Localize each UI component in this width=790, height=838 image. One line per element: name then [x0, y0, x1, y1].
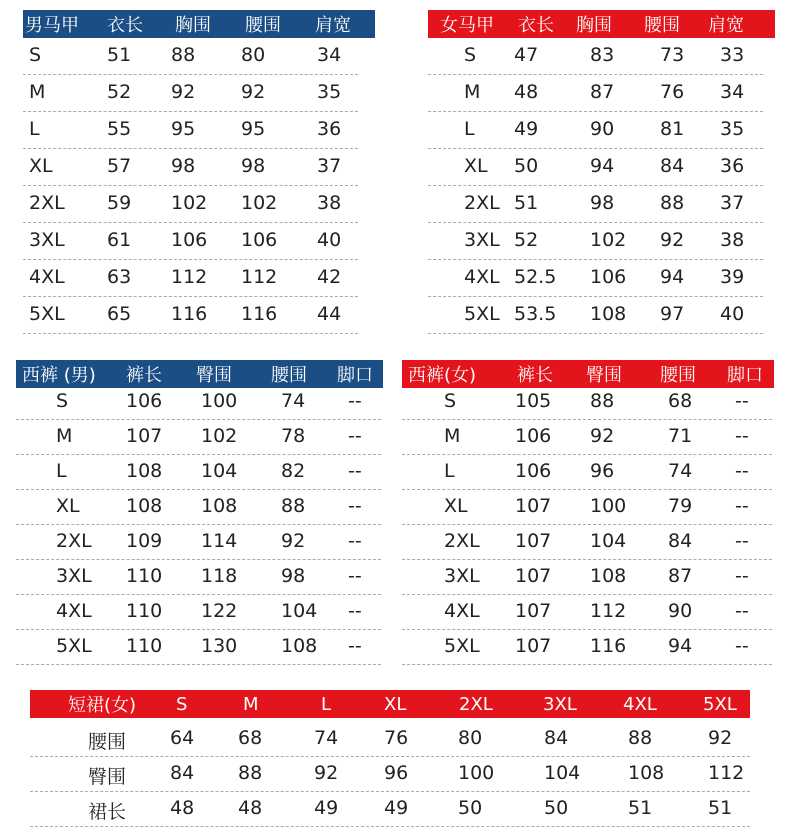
header-cell: 胸围 — [175, 15, 211, 36]
table-cell: 51 — [708, 797, 733, 819]
header-cell: 裤长 — [517, 365, 553, 386]
table-cell: -- — [735, 460, 749, 482]
table-row — [428, 149, 763, 186]
table-row — [23, 38, 358, 75]
table-cell: 87 — [590, 81, 615, 103]
table-cell: 52.5 — [514, 266, 557, 288]
table-cell: 83 — [590, 44, 615, 66]
table-cell: 106 — [515, 425, 552, 447]
women-vest-table — [428, 10, 763, 335]
table-cell: 37 — [317, 155, 342, 177]
skirt-table — [30, 690, 750, 830]
table-cell: -- — [735, 390, 749, 412]
table-cell: 107 — [515, 495, 552, 517]
row-label: L — [464, 118, 475, 140]
table-row — [402, 595, 772, 630]
table-cell: 110 — [126, 635, 163, 657]
table-row — [402, 525, 772, 560]
row-label: 5XL — [29, 303, 65, 325]
men-vest-header — [23, 10, 375, 38]
table-cell: 74 — [281, 390, 306, 412]
table-cell: 48 — [170, 797, 195, 819]
table-cell: 112 — [708, 762, 745, 784]
row-label: S — [56, 390, 69, 412]
header-cell: 西裤 (男) — [22, 365, 96, 386]
table-row — [16, 385, 381, 420]
table-cell: 95 — [171, 118, 196, 140]
table-cell: 102 — [241, 192, 278, 214]
table-cell: 59 — [107, 192, 132, 214]
table-cell: 104 — [544, 762, 581, 784]
table-row — [23, 297, 358, 334]
table-cell: 108 — [126, 495, 163, 517]
header-cell: 西裤(女) — [408, 365, 477, 386]
row-label: 5XL — [56, 635, 92, 657]
row-label: L — [56, 460, 67, 482]
row-label: 4XL — [444, 600, 480, 622]
table-cell: -- — [348, 390, 362, 412]
table-cell: 96 — [384, 762, 409, 784]
table-cell: 49 — [514, 118, 539, 140]
header-cell: 肩宽 — [708, 15, 744, 36]
table-cell: 114 — [201, 530, 238, 552]
row-label: M — [29, 81, 46, 103]
table-cell: 104 — [590, 530, 627, 552]
table-row — [16, 630, 381, 665]
table-cell: 110 — [126, 600, 163, 622]
row-label: M — [444, 425, 461, 447]
row-label: S — [29, 44, 42, 66]
table-cell: -- — [735, 530, 749, 552]
table-cell: 116 — [590, 635, 627, 657]
table-row — [16, 455, 381, 490]
table-cell: 104 — [281, 600, 318, 622]
table-cell: 44 — [317, 303, 342, 325]
table-row — [402, 560, 772, 595]
table-cell: 65 — [107, 303, 132, 325]
table-cell: 49 — [384, 797, 409, 819]
row-label: M — [464, 81, 481, 103]
table-cell: 88 — [281, 495, 306, 517]
header-cell: XL — [384, 693, 407, 715]
row-label: 2XL — [464, 192, 500, 214]
women-vest-header — [428, 10, 775, 38]
table-cell: 74 — [668, 460, 693, 482]
row-label: 4XL — [56, 600, 92, 622]
table-cell: 35 — [720, 118, 745, 140]
header-cell: M — [243, 693, 259, 715]
table-row — [402, 630, 772, 665]
table-cell: 64 — [170, 727, 195, 749]
table-cell: 96 — [590, 460, 615, 482]
table-row — [23, 149, 358, 186]
row-label: S — [444, 390, 457, 412]
table-row — [428, 38, 763, 75]
row-label: M — [56, 425, 73, 447]
row-label: XL — [56, 495, 80, 517]
row-label: XL — [444, 495, 468, 517]
table-cell: 106 — [515, 460, 552, 482]
table-cell: 108 — [126, 460, 163, 482]
table-cell: 79 — [668, 495, 693, 517]
row-label: S — [464, 44, 477, 66]
table-row — [402, 490, 772, 525]
header-cell: 4XL — [623, 693, 657, 715]
table-cell: 107 — [515, 635, 552, 657]
table-cell: 68 — [668, 390, 693, 412]
table-cell: 92 — [171, 81, 196, 103]
table-cell: 94 — [590, 155, 615, 177]
table-row — [428, 186, 763, 223]
table-cell: 88 — [628, 727, 653, 749]
table-row — [428, 297, 763, 334]
table-cell: 130 — [201, 635, 238, 657]
table-cell: 88 — [171, 44, 196, 66]
table-cell: -- — [348, 495, 362, 517]
table-cell: 53.5 — [514, 303, 557, 325]
table-cell: 48 — [238, 797, 263, 819]
table-cell: 52 — [514, 229, 539, 251]
table-cell: 112 — [590, 600, 627, 622]
header-cell: 腰围 — [271, 365, 307, 386]
table-cell: 92 — [708, 727, 733, 749]
table-cell: 98 — [590, 192, 615, 214]
table-row — [23, 112, 358, 149]
table-cell: 52 — [107, 81, 132, 103]
table-cell: 51 — [628, 797, 653, 819]
table-cell: 35 — [317, 81, 342, 103]
table-cell: 107 — [515, 565, 552, 587]
table-cell: 90 — [668, 600, 693, 622]
table-cell: 98 — [281, 565, 306, 587]
row-label: XL — [29, 155, 53, 177]
table-cell: 37 — [720, 192, 745, 214]
table-cell: -- — [735, 495, 749, 517]
table-cell: 48 — [514, 81, 539, 103]
table-cell: 97 — [660, 303, 685, 325]
women-pants-table — [402, 360, 772, 662]
table-cell: 50 — [458, 797, 483, 819]
table-cell: 47 — [514, 44, 539, 66]
header-cell: 短裙(女) — [68, 695, 137, 716]
table-cell: -- — [735, 565, 749, 587]
table-row — [16, 490, 381, 525]
table-row — [428, 260, 763, 297]
table-cell: 110 — [126, 565, 163, 587]
table-cell: 71 — [668, 425, 693, 447]
table-cell: 78 — [281, 425, 306, 447]
table-cell: 98 — [241, 155, 266, 177]
table-cell: 122 — [201, 600, 238, 622]
table-cell: 38 — [317, 192, 342, 214]
row-label: XL — [464, 155, 488, 177]
table-cell: 100 — [590, 495, 627, 517]
header-cell: 臀围 — [196, 365, 232, 386]
table-cell: 57 — [107, 155, 132, 177]
table-row — [16, 525, 381, 560]
table-cell: 81 — [660, 118, 685, 140]
header-cell: 裤长 — [126, 365, 162, 386]
header-cell: 女马甲 — [440, 15, 494, 36]
table-cell: 50 — [514, 155, 539, 177]
table-cell: 68 — [238, 727, 263, 749]
table-cell: 106 — [241, 229, 278, 251]
table-row — [16, 595, 381, 630]
table-cell: 94 — [660, 266, 685, 288]
table-cell: -- — [735, 600, 749, 622]
table-cell: 116 — [171, 303, 208, 325]
row-label: 4XL — [29, 266, 65, 288]
table-cell: 51 — [107, 44, 132, 66]
table-cell: 34 — [720, 81, 745, 103]
table-cell: 33 — [720, 44, 745, 66]
table-cell: 107 — [515, 600, 552, 622]
table-cell: 80 — [458, 727, 483, 749]
table-cell: 98 — [171, 155, 196, 177]
table-cell: 80 — [241, 44, 266, 66]
table-cell: 84 — [668, 530, 693, 552]
men-pants-table — [16, 360, 381, 662]
table-cell: 92 — [590, 425, 615, 447]
table-cell: 84 — [544, 727, 569, 749]
table-cell: 88 — [660, 192, 685, 214]
row-label: 3XL — [444, 565, 480, 587]
header-cell: 腰围 — [245, 15, 281, 36]
table-cell: 55 — [107, 118, 132, 140]
row-label: 3XL — [29, 229, 65, 251]
header-cell: 腰围 — [660, 365, 696, 386]
header-cell: 臀围 — [586, 365, 622, 386]
header-cell: 胸围 — [576, 15, 612, 36]
table-cell: 92 — [314, 762, 339, 784]
table-cell: 107 — [515, 530, 552, 552]
table-cell: 92 — [281, 530, 306, 552]
table-cell: 84 — [170, 762, 195, 784]
table-cell: 49 — [314, 797, 339, 819]
men-pants-header — [16, 360, 383, 388]
table-row — [30, 792, 750, 827]
table-row — [30, 722, 750, 757]
table-cell: 50 — [544, 797, 569, 819]
table-cell: 36 — [720, 155, 745, 177]
table-cell: -- — [348, 530, 362, 552]
header-cell: 衣长 — [518, 15, 554, 36]
table-cell: 84 — [660, 155, 685, 177]
skirt-header — [30, 690, 750, 718]
row-label: 2XL — [29, 192, 65, 214]
table-cell: 73 — [660, 44, 685, 66]
header-cell: L — [321, 693, 332, 715]
table-cell: 107 — [126, 425, 163, 447]
table-cell: 90 — [590, 118, 615, 140]
table-cell: 82 — [281, 460, 306, 482]
women-pants-header — [402, 360, 774, 388]
row-label: 4XL — [464, 266, 500, 288]
header-cell: 男马甲 — [25, 15, 79, 36]
table-cell: -- — [348, 460, 362, 482]
header-cell: 衣长 — [107, 15, 143, 36]
table-cell: 106 — [171, 229, 208, 251]
table-cell: 88 — [238, 762, 263, 784]
table-row — [16, 420, 381, 455]
table-cell: 95 — [241, 118, 266, 140]
table-cell: 87 — [668, 565, 693, 587]
row-label: 2XL — [444, 530, 480, 552]
header-cell: 腰围 — [644, 15, 680, 36]
row-label: 腰围 — [88, 731, 127, 753]
table-cell: 106 — [590, 266, 627, 288]
table-cell: 104 — [201, 460, 238, 482]
table-row — [30, 757, 750, 792]
table-cell: 112 — [171, 266, 208, 288]
table-cell: 108 — [628, 762, 665, 784]
table-cell: 39 — [720, 266, 745, 288]
table-cell: 116 — [241, 303, 278, 325]
table-row — [402, 385, 772, 420]
row-label: 5XL — [444, 635, 480, 657]
table-cell: 100 — [201, 390, 238, 412]
row-label: 臀围 — [88, 766, 127, 788]
table-row — [402, 420, 772, 455]
row-label: L — [29, 118, 40, 140]
table-cell: 108 — [590, 303, 627, 325]
table-cell: -- — [348, 565, 362, 587]
men-vest-table — [23, 10, 358, 335]
table-cell: 108 — [201, 495, 238, 517]
table-row — [428, 223, 763, 260]
table-cell: 108 — [281, 635, 318, 657]
table-row — [23, 260, 358, 297]
table-row — [428, 75, 763, 112]
table-cell: 76 — [660, 81, 685, 103]
table-cell: -- — [348, 425, 362, 447]
table-cell: 105 — [515, 390, 552, 412]
table-row — [402, 455, 772, 490]
table-cell: 106 — [126, 390, 163, 412]
table-row — [23, 75, 358, 112]
table-cell: 61 — [107, 229, 132, 251]
table-cell: 51 — [514, 192, 539, 214]
row-label: 3XL — [464, 229, 500, 251]
table-cell: 74 — [314, 727, 339, 749]
table-cell: 76 — [384, 727, 409, 749]
header-cell: 2XL — [459, 693, 493, 715]
table-cell: 118 — [201, 565, 238, 587]
header-cell: 脚口 — [337, 365, 373, 386]
row-label: 5XL — [464, 303, 500, 325]
table-cell: 102 — [590, 229, 627, 251]
table-cell: 102 — [201, 425, 238, 447]
table-cell: 100 — [458, 762, 495, 784]
table-cell: 92 — [660, 229, 685, 251]
table-cell: 40 — [317, 229, 342, 251]
table-row — [16, 560, 381, 595]
table-cell: 88 — [590, 390, 615, 412]
table-cell: 112 — [241, 266, 278, 288]
table-cell: 38 — [720, 229, 745, 251]
table-cell: 109 — [126, 530, 163, 552]
row-label: 3XL — [56, 565, 92, 587]
table-cell: -- — [735, 425, 749, 447]
table-row — [23, 223, 358, 260]
table-cell: -- — [348, 635, 362, 657]
table-cell: 40 — [720, 303, 745, 325]
header-cell: 5XL — [703, 693, 737, 715]
header-cell: S — [176, 693, 188, 715]
table-cell: 42 — [317, 266, 342, 288]
header-cell: 3XL — [543, 693, 577, 715]
header-cell: 脚口 — [727, 365, 763, 386]
table-row — [428, 112, 763, 149]
table-cell: 92 — [241, 81, 266, 103]
table-cell: 94 — [668, 635, 693, 657]
table-cell: 63 — [107, 266, 132, 288]
table-cell: -- — [348, 600, 362, 622]
table-row — [23, 186, 358, 223]
table-cell: 108 — [590, 565, 627, 587]
table-cell: 36 — [317, 118, 342, 140]
row-label: 2XL — [56, 530, 92, 552]
header-cell: 肩宽 — [315, 15, 351, 36]
table-cell: -- — [735, 635, 749, 657]
row-label: L — [444, 460, 455, 482]
table-cell: 34 — [317, 44, 342, 66]
table-cell: 102 — [171, 192, 208, 214]
row-label: 裙长 — [88, 801, 127, 823]
